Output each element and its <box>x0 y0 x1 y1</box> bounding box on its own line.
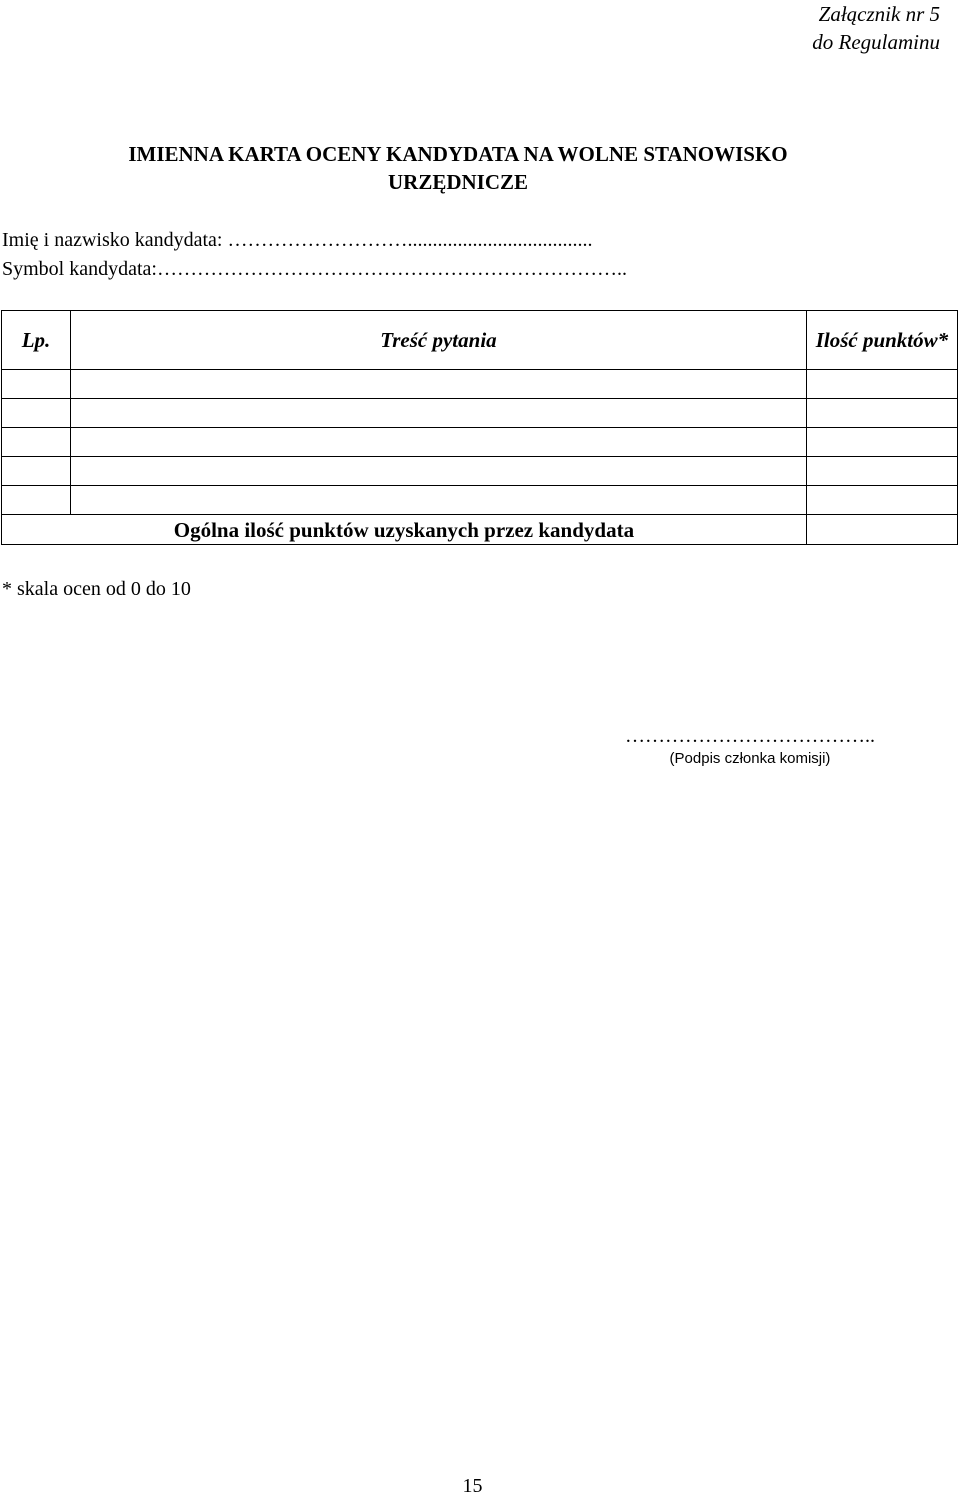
table-row <box>2 399 958 428</box>
annex-line-2: do Regulaminu <box>812 30 940 54</box>
table-row <box>2 428 958 457</box>
row-lp <box>2 457 71 486</box>
row-points <box>806 370 957 399</box>
row-points <box>806 399 957 428</box>
row-points <box>806 428 957 457</box>
row-lp <box>2 370 71 399</box>
row-question <box>71 486 807 515</box>
row-question <box>71 399 807 428</box>
row-lp <box>2 399 71 428</box>
row-question <box>71 457 807 486</box>
signature-line: ……………………………….. <box>625 725 875 747</box>
total-row <box>2 515 958 545</box>
score-table <box>1 310 958 545</box>
candidate-name-field <box>2 226 593 254</box>
row-question <box>71 370 807 399</box>
annex-line-1: Załącznik nr 5 <box>818 2 940 26</box>
row-points <box>806 486 957 515</box>
table-row <box>2 486 958 515</box>
candidate-symbol-label: Symbol kandydata: <box>2 258 157 280</box>
score-table-header <box>2 311 958 370</box>
document-title <box>0 140 916 196</box>
page-number: 15 <box>462 1475 483 1497</box>
header-question: Treść pytania <box>71 311 807 370</box>
table-row <box>2 457 958 486</box>
header-points: Ilość punktów* <box>806 311 957 370</box>
table-row <box>2 370 958 399</box>
row-lp <box>2 428 71 457</box>
scale-footnote: * skala ocen od 0 do 10 <box>2 578 191 600</box>
header-lp: Lp. <box>2 311 71 370</box>
total-label: Ogólna ilość punktów uzyskanych przez kandydata <box>2 515 807 545</box>
candidate-symbol-field <box>2 255 627 283</box>
candidate-symbol-value: …………………………………………………………….. <box>156 258 627 280</box>
candidate-name-value: ………………………..................................... <box>222 229 593 251</box>
title-line-2: URZĘDNICZE <box>387 170 529 194</box>
total-points <box>806 515 957 545</box>
row-question <box>71 428 807 457</box>
row-lp <box>2 486 71 515</box>
annex-header <box>812 0 940 56</box>
candidate-name-label: Imię i nazwisko kandydata: <box>2 229 223 251</box>
signature-label: (Podpis członka komisji) <box>669 750 831 767</box>
title-line-1: IMIENNA KARTA OCENY KANDYDATA NA WOLNE STANOWISKO <box>128 142 788 166</box>
row-points <box>806 457 957 486</box>
signature-block <box>590 724 910 770</box>
